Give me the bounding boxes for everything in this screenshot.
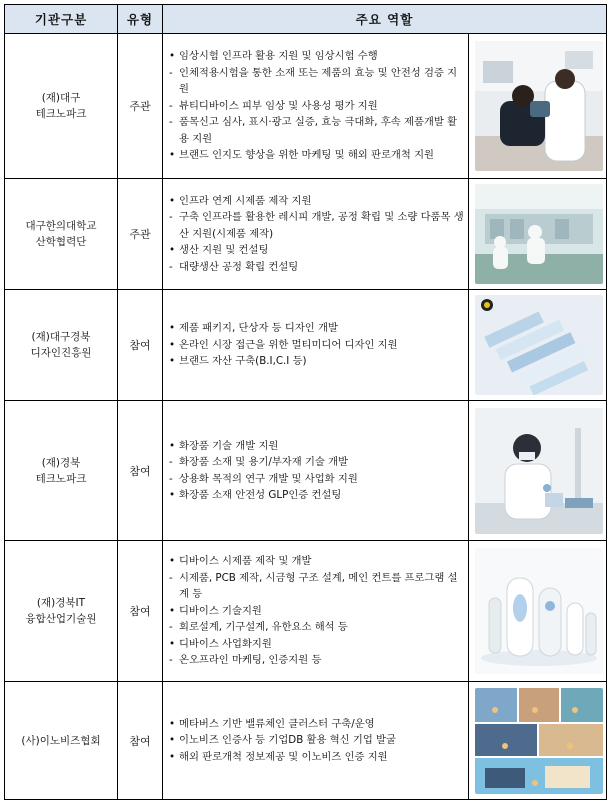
role-text: 디바이스 사업화지원 [179,637,272,650]
role-text: 임상시험 인프라 활용 지원 및 임상시험 수행 [179,50,378,63]
role-bullet-item [169,193,464,210]
bullet-marker: • [169,555,176,568]
role-text: 브랜드 인지도 향상을 위한 마케팅 및 해외 판로개척 지원 [179,149,434,162]
roles-cell [163,179,469,290]
dash-marker: - [169,260,173,273]
role-text: 제품 패키지, 단상자 등 디자인 개발 [179,322,338,335]
role-text: 온라인 시장 접근을 위한 멀티미디어 디자인 지원 [179,338,398,351]
roles-cell [163,290,469,401]
org-type-cell: 참여 [118,541,163,682]
org-name-line: 테크노파크 [35,472,87,485]
role-text: 회로설계, 기구설계, 유한요소 해석 등 [179,621,348,634]
dash-marker: - [169,66,173,79]
role-bullet-item [169,749,464,766]
header-roles: 주요 역할 [163,5,607,34]
role-bullet-item [169,48,464,65]
role-bullet-item [169,716,464,733]
org-name-line: (재)대구경북 [31,331,91,343]
role-text: 인프라 연계 시제품 제작 지원 [179,194,312,207]
header-org: 기관구분 [5,5,118,34]
role-bullet-item [169,603,464,620]
role-text: 화장품 기술 개발 지원 [179,439,279,452]
role-text: 온오프라인 마케팅, 인증지원 등 [179,654,322,667]
role-bullet-item [169,242,464,259]
image-cell [469,179,607,290]
image-cell [469,682,607,800]
dash-marker: - [169,654,173,667]
header-row [5,5,607,34]
role-sub-item [169,652,464,669]
bullet-marker: • [169,244,176,257]
org-name-cell [5,179,118,290]
table-row [5,34,607,179]
org-name-line: (재)대구 [41,92,81,104]
role-bullet-item [169,337,464,354]
role-bullet-item [169,147,464,164]
role-bullet-item [169,320,464,337]
role-sub-item [169,114,464,147]
role-text: 생산 지원 및 컨설팅 [179,244,269,257]
org-name-line: 융합산업기술원 [25,613,97,625]
role-text: 인체적용시험을 통한 소재 또는 제품의 효능 및 안전성 검증 지원 [179,66,458,96]
role-text: 화장품 소재 안전성 GLP인증 컨설팅 [179,489,342,501]
role-text: 대량생산 공정 확립 컨설팅 [179,260,299,273]
dash-marker: - [169,99,173,112]
bullet-marker: • [169,734,176,747]
role-sub-item [169,471,464,488]
role-bullet-item [169,487,464,504]
role-bullet-item [169,732,464,749]
roles-table-container [4,4,607,800]
role-text: 브랜드 자산 구축(B.I,C.I 등) [179,355,307,368]
org-name-line: 대구한의대학교 [25,220,97,232]
org-name-line: 테크노파크 [35,108,87,120]
role-sub-item [169,619,464,636]
bullet-marker: • [169,194,176,207]
role-bullet-item [169,438,464,455]
bullet-marker: • [169,439,176,452]
cosmetic-package-design-photo [475,295,603,395]
org-name-line: (재)경북IT [36,597,86,609]
beauty-device-photo [475,548,603,674]
bullet-marker: • [169,489,176,501]
org-type-cell: 참여 [118,682,163,800]
table-row [5,401,607,541]
dash-marker: - [169,621,173,634]
role-bullet-item [169,553,464,570]
org-name-line: 산학협력단 [35,236,87,248]
org-type-cell: 참여 [118,401,163,541]
role-bullet-item [169,353,464,370]
role-text: 디바이스 시제품 제작 및 개발 [179,555,312,568]
role-text: 화장품 소재 및 용기/부자재 기술 개발 [179,456,349,468]
role-text: 상용화 목적의 연구 개발 및 사업화 지원 [179,472,358,485]
role-text: 시제품, PCB 제작, 시금형 구조 설계, 메인 컨트를 프로그램 설계 등 [179,571,458,601]
roles-cell [163,541,469,682]
role-text: 해외 판로개척 정보제공 및 이노비즈 인증 지원 [179,750,388,763]
table-row [5,541,607,682]
org-type-cell: 주관 [118,34,163,179]
org-name-line: (재)경북 [41,456,81,469]
role-sub-item [169,98,464,115]
role-text: 디바이스 기술지원 [179,604,262,617]
role-bullet-item [169,636,464,653]
role-sub-item [169,65,464,98]
org-name-line: (사)이노비즈협회 [21,734,101,747]
bullet-marker: • [169,604,176,617]
bullet-marker: • [169,322,176,335]
table-row [5,682,607,800]
org-name-line: 디자인진흥원 [30,347,92,359]
role-text: 이노비즈 인증사 등 기업DB 활용 혁신 기업 발굴 [179,734,396,747]
bullet-marker: • [169,149,176,162]
role-text: 메타버스 기반 밸류체인 클러스터 구축/운영 [179,717,375,730]
lab-researcher-photo [475,408,603,534]
bullet-marker: • [169,355,176,368]
table-row [5,179,607,290]
dash-marker: - [169,211,173,224]
bullet-marker: • [169,717,176,730]
roles-cell [163,401,469,541]
org-name-cell [5,401,118,541]
org-name-cell [5,34,118,179]
role-sub-item [169,570,464,603]
image-cell [469,34,607,179]
bullet-marker: • [169,50,176,63]
bullet-marker: • [169,750,176,763]
roles-cell [163,682,469,800]
lab-clinical-trial-photo [475,41,603,171]
org-name-cell [5,290,118,401]
roles-cell [163,34,469,179]
org-name-cell [5,541,118,682]
table-row [5,290,607,401]
production-facility-photo [475,184,603,284]
dash-marker: - [169,116,173,129]
bullet-marker: • [169,637,176,650]
image-cell [469,401,607,541]
role-sub-item [169,259,464,276]
metaverse-screenshots [475,688,603,794]
image-cell [469,541,607,682]
org-type-cell: 주관 [118,179,163,290]
dash-marker: - [169,472,173,485]
org-type-cell: 참여 [118,290,163,401]
dash-marker: - [169,571,173,584]
roles-table [4,4,607,800]
dash-marker: - [169,456,173,468]
image-cell [469,290,607,401]
role-text: 구축 인프라를 활용한 레시피 개발, 공정 확립 및 소량 다품목 생산 지원(시제품 제작) [179,211,464,240]
role-sub-item [169,454,464,471]
role-sub-item [169,209,464,242]
bullet-marker: • [169,338,176,351]
role-text: 뷰티디바이스 피부 임상 및 사용성 평가 지원 [179,99,378,112]
role-text: 품목신고 심사, 표시·광고 실증, 효능 극대화, 후속 제품개발 활용 지원 [179,116,457,145]
org-name-cell [5,682,118,800]
header-type: 유형 [118,5,163,34]
